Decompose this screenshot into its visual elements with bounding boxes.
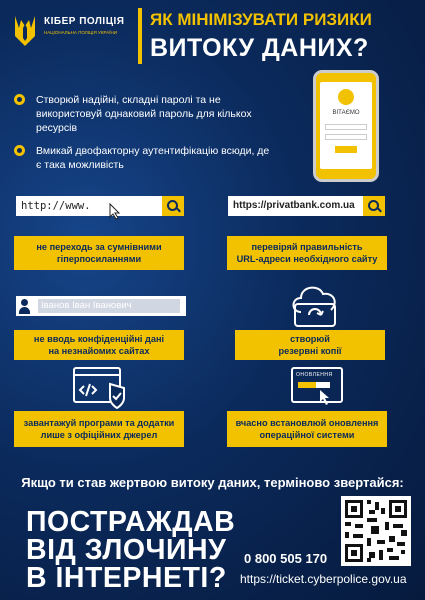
label-line: вчасно встановлюй оновлення: [235, 418, 379, 428]
label-line: завантажуй програми та додатки: [23, 418, 175, 428]
tip-text: Вмикай двофакторну аутентифікацію всюди, де є така можливість: [36, 145, 270, 171]
victim-headline: [26, 508, 235, 592]
ticket-link[interactable]: https://ticket.cyberpolice.gov.ua: [240, 572, 407, 586]
search-value: http://www.: [21, 200, 91, 212]
search-bar-suspicious: [16, 196, 184, 216]
label-url-check: [227, 236, 387, 270]
label-line: на незнайомих сайтах: [48, 346, 150, 356]
name-input-illustration: [16, 296, 186, 316]
user-icon: [16, 296, 34, 316]
label-line: не переходь за сумнівними: [36, 242, 162, 252]
phone-screen: [320, 82, 372, 169]
label-line: гіперпосиланнями: [56, 254, 142, 264]
page-title-line1: ЯК МІНІМІЗУВАТИ РИЗИКИ: [150, 10, 372, 29]
headline-line: В ІНТЕРНЕТІ?: [26, 562, 227, 594]
login-field: [325, 124, 367, 130]
name-value: Іванов Іван Іванович: [41, 300, 132, 311]
label-personal-data: [14, 330, 184, 360]
search-value: https://privatbank.com.ua: [233, 200, 355, 211]
bullet-icon: [14, 94, 25, 105]
label-line: URL-адреси необхідного сайту: [236, 254, 378, 264]
page-title-line2: ВИТОКУ ДАНИХ?: [150, 34, 369, 62]
label-line: перевіряй правильність: [251, 242, 363, 252]
logo-subtitle: НАЦІОНАЛЬНА ПОЛІЦІЯ УКРАЇНИ: [44, 30, 117, 35]
label-software: [14, 411, 184, 447]
search-icon: [363, 196, 385, 216]
label-line: не вводь конфіденційні дані: [33, 334, 165, 344]
cyberpolice-logo: [12, 12, 132, 62]
trident-icon: [12, 14, 38, 48]
tip-2fa: [14, 144, 274, 172]
tip-text: Створюй надійні, складні паролі та не використовуй однаковий пароль для кількох ресурсів: [36, 94, 252, 134]
label-updates: [227, 411, 387, 447]
label-backup: [235, 330, 385, 360]
headline-line: ПОСТРАЖДАВ: [26, 506, 236, 538]
search-icon: [162, 196, 184, 216]
label-line: операційної системи: [259, 430, 355, 440]
label-line: лише з офіційних джерел: [40, 430, 158, 440]
user-avatar-icon: [338, 89, 354, 105]
search-bar-privatbank: [228, 196, 385, 216]
qr-code[interactable]: [341, 496, 411, 566]
label-line: резервні копії: [278, 346, 342, 356]
phone-login-illustration: [313, 70, 379, 182]
update-label: ОНОВЛЕННЯ: [296, 372, 333, 378]
label-line: створюй: [290, 334, 330, 344]
login-button: [335, 146, 357, 153]
cursor-icon: [108, 202, 122, 220]
hotline-number[interactable]: 0 800 505 170: [244, 551, 328, 566]
update-icon: [290, 366, 344, 410]
software-shield-icon: [72, 366, 130, 410]
password-field: [325, 134, 367, 140]
cloud-backup-icon: [287, 278, 343, 328]
phone-welcome-text: ВІТАЄМО: [332, 110, 360, 116]
bullet-icon: [14, 145, 25, 156]
label-links: [14, 236, 184, 270]
urgent-contact-text: Якщо ти став жертвою витоку даних, терміново звертайся:: [21, 475, 404, 490]
logo-brand: КІБЕР ПОЛІЦІЯ: [44, 16, 125, 27]
title-accent-bar: [138, 8, 142, 64]
tip-passwords: [14, 93, 274, 135]
headline-line: ВІД ЗЛОЧИНУ: [26, 534, 227, 566]
